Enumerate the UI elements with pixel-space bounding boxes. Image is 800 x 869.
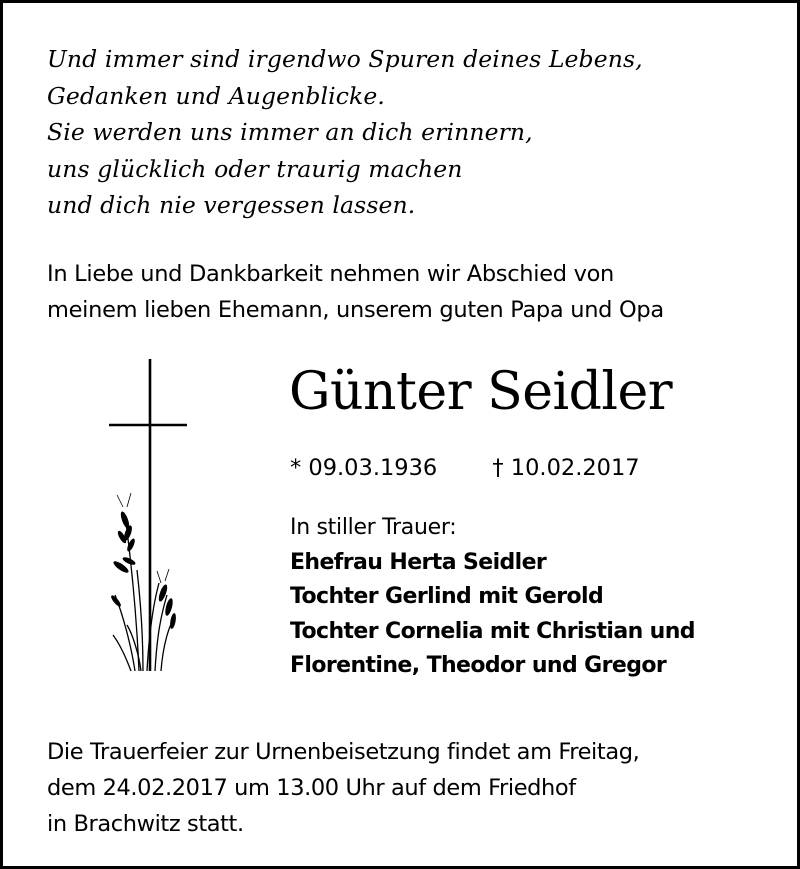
life-dates [290, 451, 640, 485]
mourners-block [290, 511, 695, 684]
service-line: in Brachwitz statt. [47, 811, 244, 837]
poem-line: und dich nie vergessen lassen. [47, 191, 416, 219]
intro-line: In Liebe und Dankbarkeit nehmen wir Abschied von [47, 261, 615, 287]
deceased-name: Günter Seidler [289, 362, 673, 422]
intro-text [47, 256, 664, 328]
mourner-name: Ehefrau Herta Seidler [290, 549, 547, 575]
mourner-name: Tochter Cornelia mit Christian und [290, 618, 695, 644]
poem-line: Und immer sind irgendwo Spuren deines Lebens, [47, 45, 643, 73]
death-date: † 10.02.2017 [492, 455, 640, 481]
mourner-name: Tochter Gerlind mit Gerold [290, 584, 604, 609]
poem [47, 41, 643, 224]
birth-date: * 09.03.1936 [290, 455, 438, 481]
cross-with-wheat-icon [103, 355, 203, 675]
mourner-name: Florentine, Theodor und Gregor [290, 653, 667, 678]
poem-line: Gedanken und Augenblicke. [47, 81, 385, 110]
service-info [47, 734, 639, 842]
poem-line: uns glücklich oder traurig machen [47, 154, 463, 183]
service-line: dem 24.02.2017 um 13.00 Uhr auf dem Friedhof [47, 775, 576, 801]
poem-line: Sie werden uns immer an dich erinnern, [47, 118, 533, 146]
intro-line: meinem lieben Ehemann, unserem guten Papa und Opa [47, 297, 664, 323]
mourners-lead: In stiller Trauer: [290, 515, 457, 540]
service-line: Die Trauerfeier zur Urnenbeisetzung findet am Freitag, [47, 739, 640, 765]
